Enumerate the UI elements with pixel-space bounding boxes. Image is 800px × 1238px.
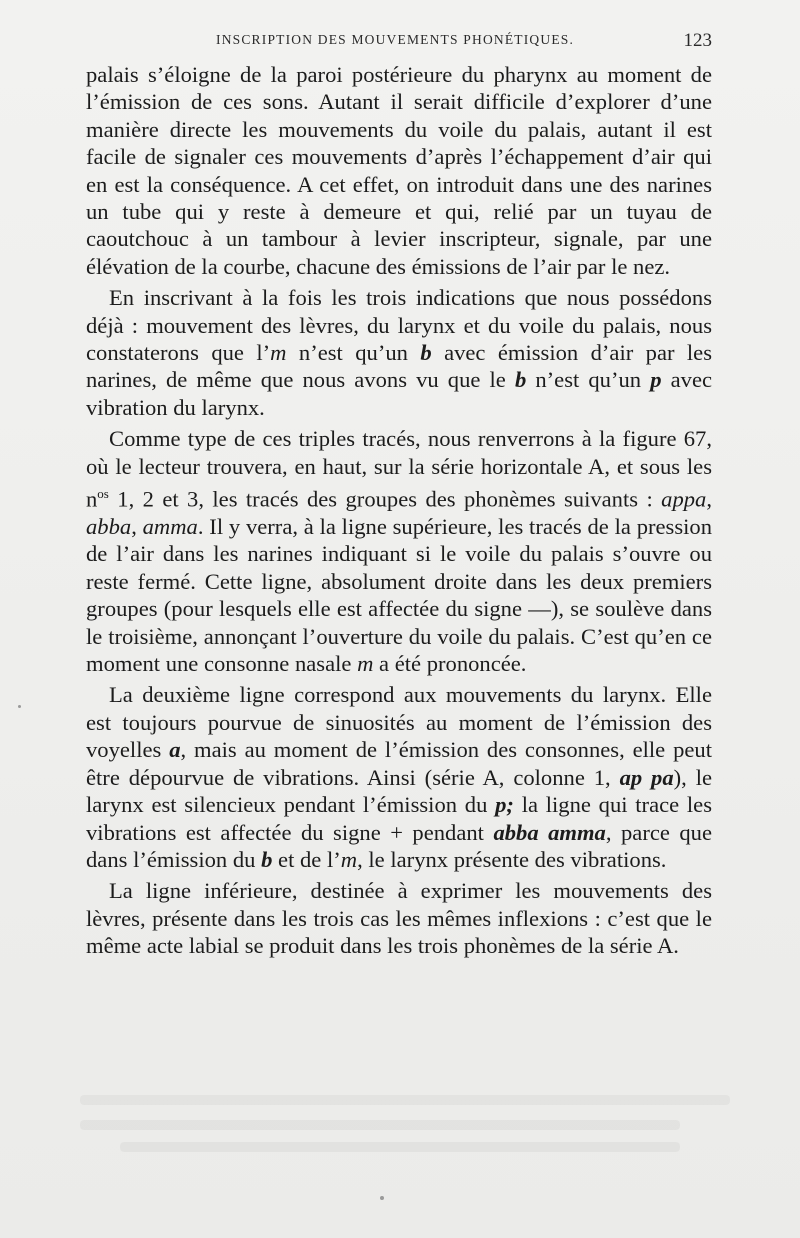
- italic-text: m: [270, 340, 287, 366]
- text-run: 1, 2 et 3, les tracés des groupes des phonèmes suivants :: [108, 486, 662, 512]
- bold-italic-text: b: [261, 846, 273, 872]
- text-run: a été prononcée.: [373, 651, 527, 677]
- text-run: n’est qu’un: [526, 367, 651, 393]
- bold-italic-text: p;: [495, 792, 514, 818]
- italic-text: m: [340, 846, 358, 872]
- text-run: et de l’: [272, 846, 341, 872]
- bold-italic-text: b: [514, 367, 527, 393]
- text-run: . Il y verra, à la ligne supérieure, les tracés de la pression de l’air dans les narines indiquant si le voile du palais s’ouvre ou reste fermé. Cette ligne, absolument droite dans les deux premiers groupes (pour lesquels elle est affectée du signe —), se soulève dans le troisième, annonçant l’ouverture du voile du palais. C’est qu’en ce moment une consonne nasale: [86, 514, 713, 677]
- text-run: n’est qu’un: [286, 340, 421, 366]
- running-title: INSCRIPTION DES MOUVEMENTS PHONÉTIQUES.: [216, 32, 575, 47]
- italic-text: abba: [86, 514, 132, 540]
- text-run: En inscrivant à la fois les trois indications que nous possédons déjà : mouvement des lèvres, du larynx et du voile du palais, nous constaterons que l’: [86, 285, 712, 366]
- paragraph: [86, 877, 712, 959]
- text-run: avec vibration du larynx.: [86, 367, 713, 420]
- bold-italic-text: p: [650, 367, 662, 393]
- show-through-mark: [80, 1120, 680, 1130]
- paper-speck: [380, 1196, 384, 1200]
- superscript-text: os: [97, 486, 109, 502]
- text-run: La deuxième ligne correspond aux mouvements du larynx. Elle est toujours pourvue de sinuosités au moment de l’émission des voyelles: [86, 682, 712, 763]
- bold-italic-text: ap pa: [619, 764, 674, 790]
- text-run: , le larynx présente des vibrations.: [357, 846, 667, 872]
- text-run: ,: [131, 514, 143, 540]
- italic-text: appa: [661, 486, 707, 512]
- bold-italic-text: b: [420, 340, 432, 366]
- text-run: , mais au moment de l’émission des consonnes, elle peut être dépourvue de vibrations. Ainsi (série A, colonne 1,: [86, 737, 712, 790]
- text-run: palais s’éloigne de la paroi postérieure du pharynx au moment de l’émission de ces sons. Autant il serait difficile d’explorer d’une manière directe les mouvements du voile du palais, autant il est facile de signaler ces mouvements d’après l’échappement d’air qui en est la conséquence. A cet effet, on introduit dans une des narines un tube qui y reste à demeure et qui, relié par un tuyau de caoutchouc à un tambour à levier inscripteur, signale, par une élévation de la courbe, chacune des émissions de l’air par le nez.: [86, 62, 712, 279]
- text-run: la ligne qui trace les vibrations est affectée du signe + pendant: [86, 792, 712, 845]
- text-run: avec émission d’air par les narines, de même que nous avons vu que le: [86, 340, 713, 393]
- paragraph: [86, 425, 712, 677]
- text-run: ,: [706, 486, 712, 512]
- bold-italic-text: a: [169, 737, 181, 763]
- text-run: ), le larynx est silencieux pendant l’émission du: [86, 764, 712, 818]
- page-header: [86, 30, 712, 52]
- italic-text: amma: [142, 514, 198, 540]
- paragraph: [86, 284, 712, 421]
- show-through-mark: [80, 1095, 730, 1105]
- show-through-mark: [120, 1142, 680, 1152]
- paragraph: [86, 61, 712, 280]
- bold-italic-text: abba amma: [493, 819, 606, 845]
- text-run: , parce que dans l’émission du: [86, 819, 712, 872]
- italic-text: m: [357, 651, 374, 677]
- page-number: 123: [683, 30, 712, 51]
- paper-speck: [18, 705, 21, 708]
- paragraph: [86, 681, 712, 873]
- body-text: [86, 61, 712, 960]
- text-run: Comme type de ces triples tracés, nous renverrons à la figure 67, où le lecteur trouvera, en haut, sur la série horizontale A, et sous les n: [86, 426, 712, 512]
- text-run: La ligne inférieure, destinée à exprimer les mouvements des lèvres, présente dans les trois cas les mêmes inflexions : c’est que le même acte labial se produit dans les trois phonèmes de la série A.: [86, 878, 712, 959]
